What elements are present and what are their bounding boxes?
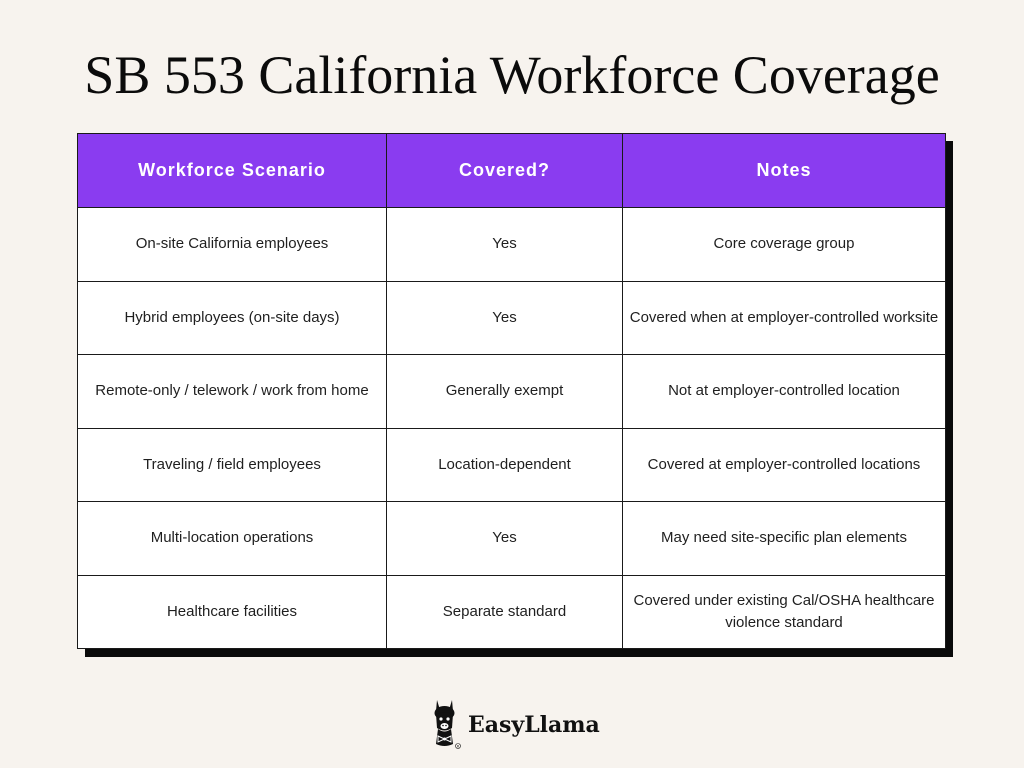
- covered-cell: Yes: [387, 281, 623, 355]
- scenario-cell: Hybrid employees (on-site days): [78, 281, 387, 355]
- covered-cell: Location-dependent: [387, 428, 623, 502]
- table-row: [78, 355, 946, 429]
- table-row: [78, 428, 946, 502]
- svg-text:R: R: [456, 744, 460, 749]
- notes-cell: May need site-specific plan elements: [623, 502, 946, 576]
- notes-cell: Core coverage group: [623, 208, 946, 282]
- coverage-table-container: [77, 133, 945, 649]
- notes-cell: Covered when at employer-controlled worksite: [623, 281, 946, 355]
- scenario-cell: Traveling / field employees: [78, 428, 387, 502]
- brand-logo: [427, 698, 607, 750]
- table-row: [78, 208, 946, 282]
- brand-name: EasyLlama: [468, 712, 600, 738]
- scenario-cell: Healthcare facilities: [78, 575, 387, 649]
- coverage-table: [77, 133, 946, 649]
- llama-logo-icon: [427, 698, 465, 750]
- notes-cell: Covered at employer-controlled locations: [623, 428, 946, 502]
- scenario-cell: On-site California employees: [78, 208, 387, 282]
- scenario-cell: Remote-only / telework / work from home: [78, 355, 387, 429]
- covered-cell: Yes: [387, 502, 623, 576]
- covered-cell: Yes: [387, 208, 623, 282]
- notes-cell: Covered under existing Cal/OSHA healthcare violence standard: [623, 575, 946, 649]
- table-header-row: [78, 134, 946, 208]
- column-header-notes: Notes: [623, 134, 946, 208]
- column-header-covered: Covered?: [387, 134, 623, 208]
- table-row: [78, 281, 946, 355]
- page-title: SB 553 California Workforce Coverage: [84, 45, 940, 105]
- table-row: [78, 502, 946, 576]
- scenario-cell: Multi-location operations: [78, 502, 387, 576]
- column-header-scenario: Workforce Scenario: [78, 134, 387, 208]
- table-row: [78, 575, 946, 649]
- covered-cell: Separate standard: [387, 575, 623, 649]
- notes-cell: Not at employer-controlled location: [623, 355, 946, 429]
- covered-cell: Generally exempt: [387, 355, 623, 429]
